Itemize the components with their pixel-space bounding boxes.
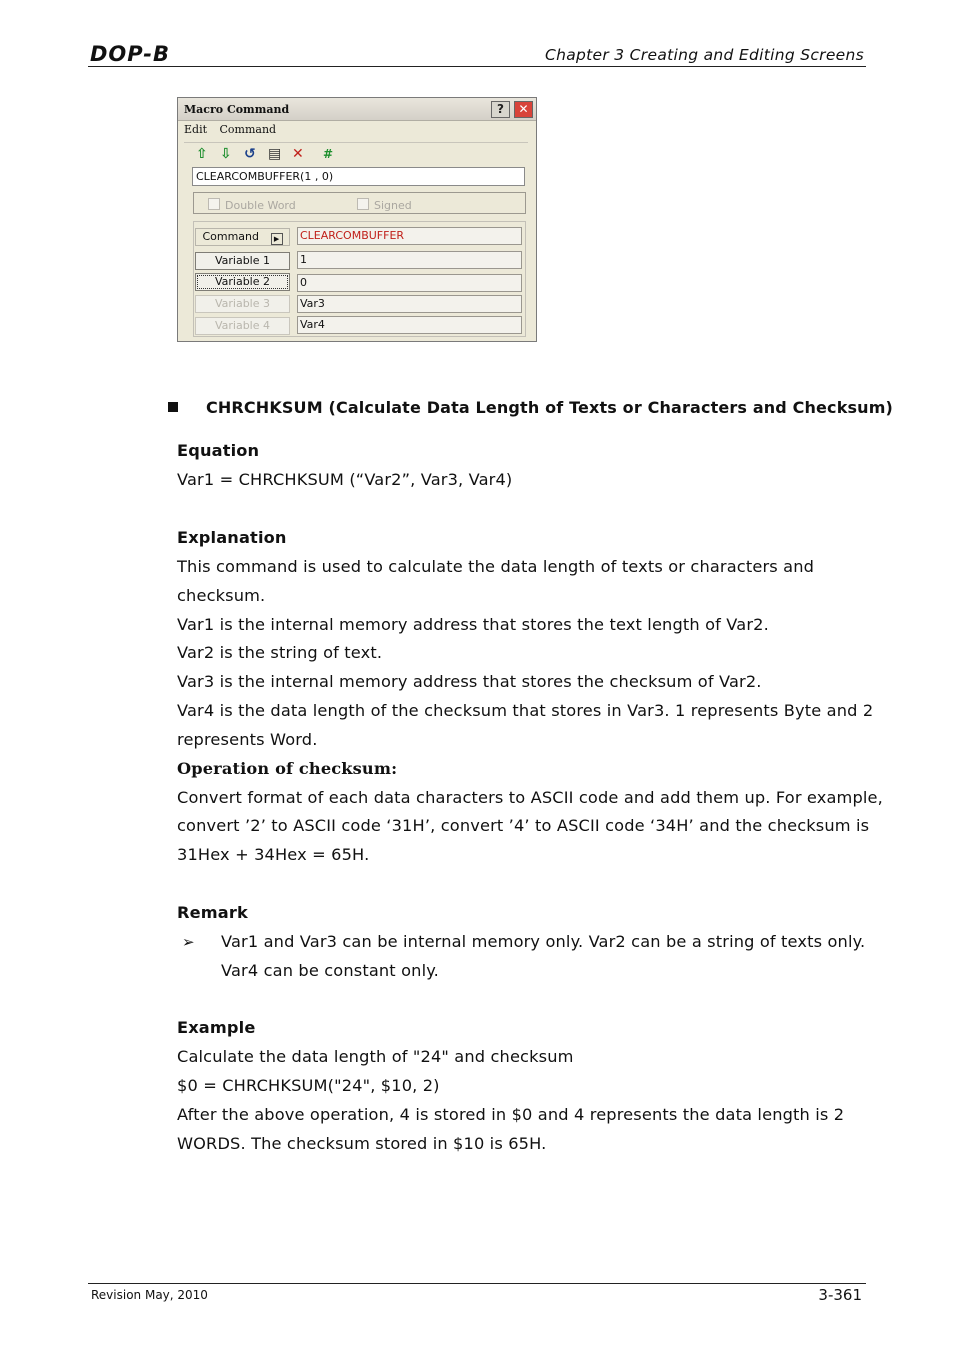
bullet-square-icon <box>168 402 178 412</box>
remark-line: Var1 and Var3 can be internal memory only. Var2 can be a string of texts only. <box>221 932 866 951</box>
operation-line: Convert format of each data characters to ASCII code and add them up. For example, <box>177 788 883 807</box>
equation-title: Equation <box>177 441 260 460</box>
double-word-checkbox[interactable] <box>208 198 296 212</box>
refresh-icon[interactable]: ↺ <box>244 146 256 162</box>
header-divider <box>88 66 866 67</box>
explanation-line: Var2 is the string of text. <box>177 643 383 662</box>
explanation-line: checksum. <box>177 586 266 605</box>
menu-edit[interactable]: Edit <box>184 123 208 136</box>
arrow-down-icon[interactable]: ⇩ <box>220 146 232 162</box>
operation-line: 31Hex + 34Hex = 65H. <box>177 845 370 864</box>
command-selector[interactable] <box>195 228 290 246</box>
equation-text: Var1 = CHRCHKSUM (“Var2”, Var3, Var4) <box>177 470 513 489</box>
clipboard-icon[interactable]: ▤ <box>268 146 282 162</box>
revision-text: Revision May, 2010 <box>91 1288 208 1302</box>
example-line: After the above operation, 4 is stored in $0 and 4 represents the data length is 2 <box>177 1105 845 1124</box>
double-word-label: Double Word <box>225 199 296 212</box>
explanation-line: Var3 is the internal memory address that stores the checksum of Var2. <box>177 672 762 691</box>
page-number: 3-361 <box>818 1286 862 1304</box>
explanation-line: This command is used to calculate the data length of texts or characters and <box>177 557 815 576</box>
explanation-title: Explanation <box>177 528 287 547</box>
operation-title: Operation of checksum: <box>177 759 398 778</box>
example-title: Example <box>177 1018 256 1037</box>
variable-1-button[interactable]: Variable 1 <box>195 252 290 270</box>
play-icon: ▶ <box>271 233 283 245</box>
hash-icon[interactable]: # <box>323 147 334 161</box>
menu-command[interactable]: Command <box>219 123 277 136</box>
command-label: Command <box>202 230 260 243</box>
operation-line: convert ’2’ to ASCII code ‘31H’, convert ’4’ to ASCII code ‘34H’ and the checksum is <box>177 816 870 835</box>
delete-icon[interactable]: ✕ <box>292 146 304 162</box>
command-field[interactable]: CLEARCOMBUFFER <box>297 227 522 245</box>
variable-3-button[interactable]: Variable 3 <box>195 295 290 313</box>
variable-2-button[interactable]: Variable 2 <box>195 273 290 291</box>
dialog-title-bar <box>178 98 536 121</box>
footer-divider <box>88 1283 866 1284</box>
example-line: WORDS. The checksum stored in $10 is 65H. <box>177 1134 547 1153</box>
help-button[interactable]: ? <box>491 101 510 118</box>
menu-bar <box>184 123 285 136</box>
toolbar <box>184 142 528 165</box>
macro-command-dialog <box>177 97 537 342</box>
variable-2-field[interactable]: 0 <box>297 274 522 292</box>
explanation-line: Var4 is the data length of the checksum that stores in Var3. 1 represents Byte and 2 <box>177 701 874 720</box>
explanation-line: represents Word. <box>177 730 318 749</box>
remark-line: Var4 can be constant only. <box>221 961 439 980</box>
section-heading: CHRCHKSUM (Calculate Data Length of Texts or Characters and Checksum) <box>206 398 893 417</box>
chapter-title: Chapter 3 Creating and Editing Screens <box>545 46 864 64</box>
options-group <box>193 192 526 214</box>
remark-title: Remark <box>177 903 248 922</box>
brand-logo: DOP-B <box>90 42 171 66</box>
signed-label: Signed <box>374 199 412 212</box>
variable-1-field[interactable]: 1 <box>297 251 522 269</box>
variable-4-field[interactable]: Var4 <box>297 316 522 334</box>
arrow-bullet-icon: ➢ <box>182 933 195 951</box>
close-button[interactable]: ✕ <box>514 101 533 118</box>
example-line: $0 = CHRCHKSUM("24", $10, 2) <box>177 1076 440 1095</box>
arrow-up-icon[interactable]: ⇧ <box>196 146 208 162</box>
variable-4-button[interactable]: Variable 4 <box>195 317 290 335</box>
explanation-line: Var1 is the internal memory address that stores the text length of Var2. <box>177 615 769 634</box>
example-line: Calculate the data length of "24" and checksum <box>177 1047 574 1066</box>
dialog-title: Macro Command <box>184 103 290 116</box>
variable-3-field[interactable]: Var3 <box>297 295 522 313</box>
signed-checkbox[interactable] <box>357 198 412 212</box>
expression-input[interactable]: CLEARCOMBUFFER(1 , 0) <box>192 167 525 186</box>
